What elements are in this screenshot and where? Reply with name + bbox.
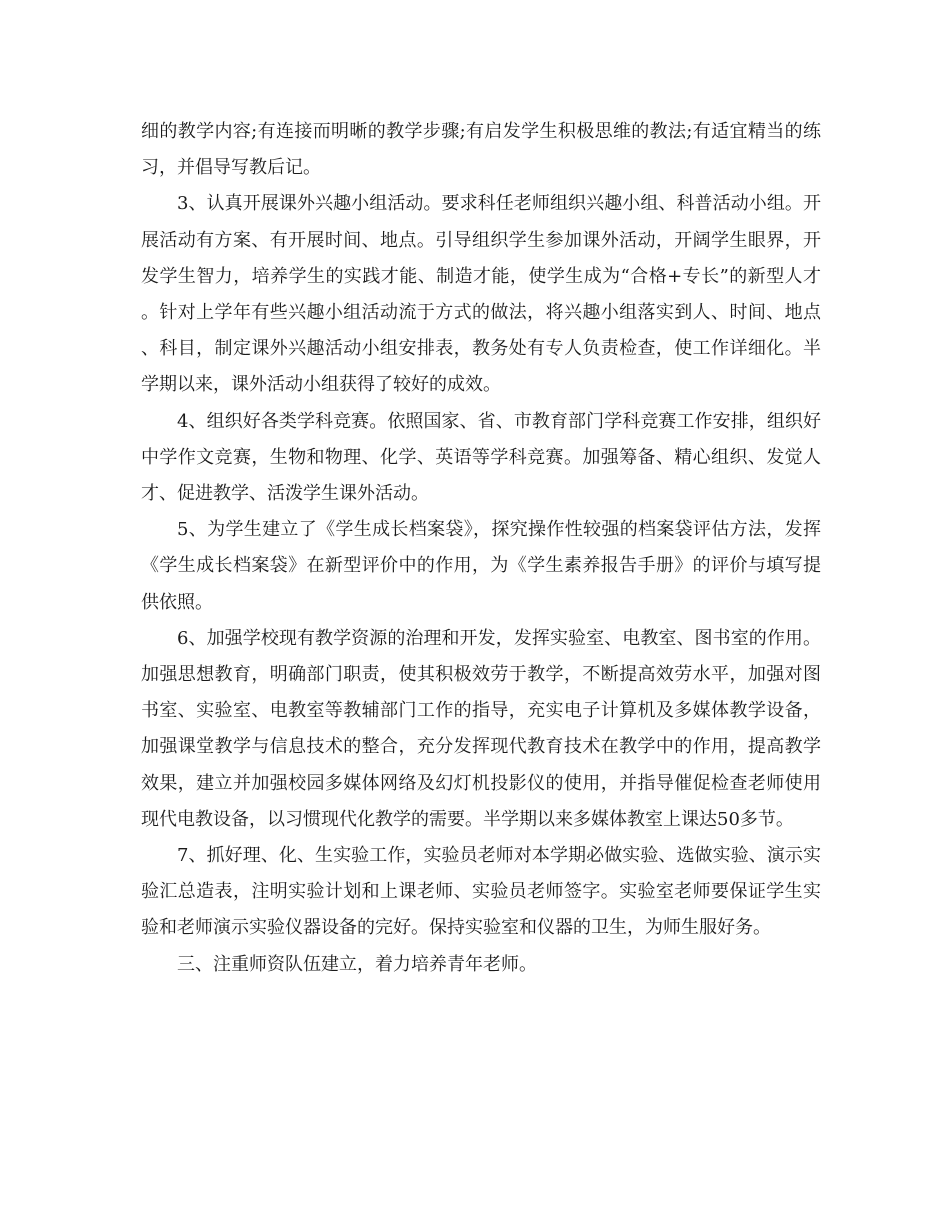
- document-body: [141, 114, 821, 983]
- paragraph-item-4: 4、组织好各类学科竞赛。依照国家、省、市教育部门学科竞赛工作安排，组织好中学作文竞赛，生物和物理、化学、英语等学科竞赛。加强筹备、精心组织、发觉人才、促进教学、活泼学生课外活动。: [141, 410, 821, 505]
- section-heading-3: 三、注重师资队伍建立，着力培养青年老师。: [177, 953, 537, 975]
- paragraph-item-5: 5、为学生建立了《学生成长档案袋》，探究操作性较强的档案袋评估方法，发挥《学生成长档案袋》在新型评价中的作用，为《学生素养报告手册》的评价与填写提供依照。: [141, 519, 821, 613]
- paragraph-continuation: 细的教学内容;有连接而明晰的教学步骤;有启发学生积极思维的教法;有适宜精当的练习，并倡导写教后记。: [141, 121, 821, 179]
- paragraph-item-7: 7、抓好理、化、生实验工作，实验员老师对本学期必做实验、选做实验、演示实验汇总造表，注明实验计划和上课老师、实验员老师签字。实验室老师要保证学生实验和老师演示实验仪器设备的完好。保持实验室和仪器的卫生，为师生服好务。: [141, 845, 821, 939]
- paragraph-item-6: 6、加强学校现有教学资源的治理和开发，发挥实验室、电教室、图书室的作用。加强思想教育，明确部门职责，使其积极效劳于教学，不断提高效劳水平，加强对图书室、实验室、电教室等教辅部门工作的指导，充实电子计算机及多媒体教学设备，加强课堂教学与信息技术的整合，充分发挥现代教育技术在教学中的作用，提高教学效果，建立并加强校园多媒体网络及幻灯机投影仪的使用，并指导催促检查老师使用现代电教设备，以习惯现代化教学的需要。半学期以来多媒体教室上课达50多节。: [141, 627, 821, 830]
- paragraph-item-3: 3、认真开展课外兴趣小组活动。要求科任老师组织兴趣小组、科普活动小组。开展活动有方案、有开展时间、地点。引导组织学生参加课外活动，开阔学生眼界，开发学生智力，培养学生的实践才能、制造才能，使学生成为“合格+专长”的新型人才。针对上学年有些兴趣小组活动流于方式的做法，将兴趣小组落实到人、时间、地点、科目，制定课外兴趣活动小组安排表，教务处有专人负责检查，使工作详细化。半学期以来，课外活动小组获得了较好的成效。: [141, 193, 821, 396]
